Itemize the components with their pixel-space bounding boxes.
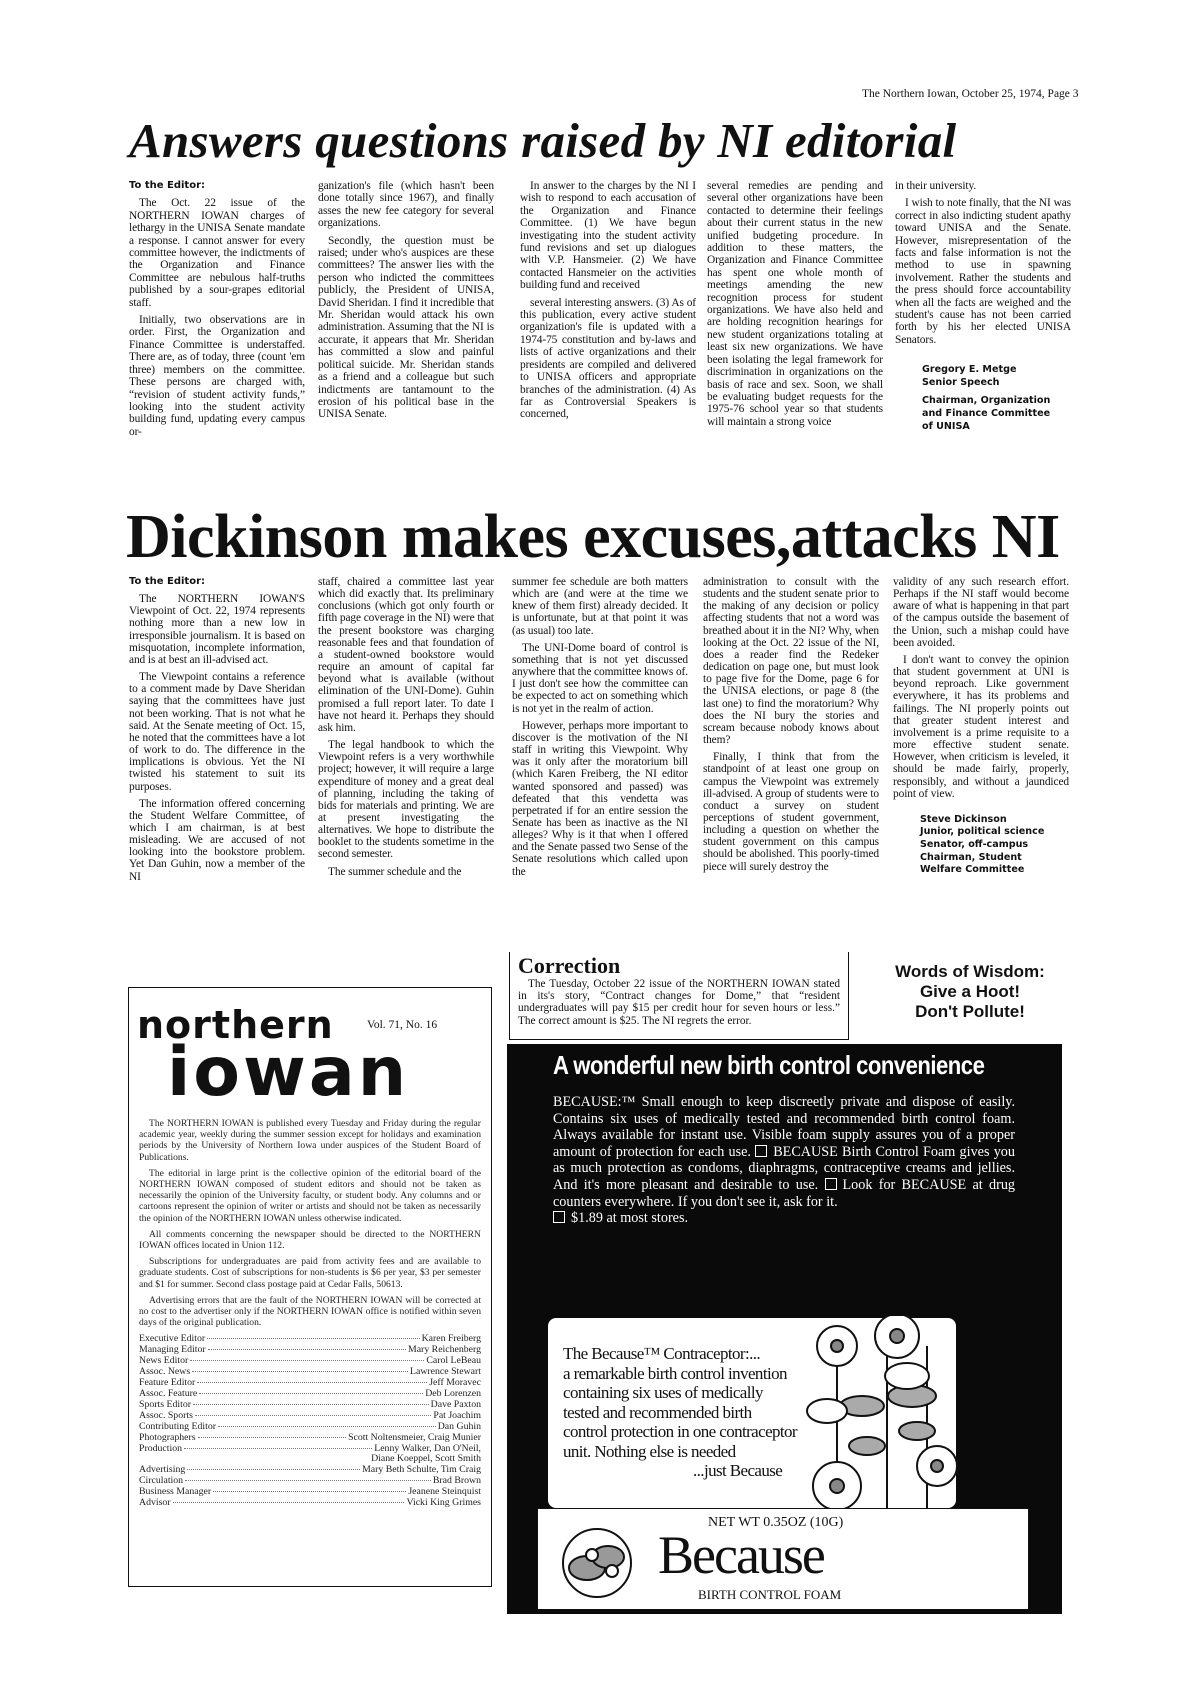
paragraph: In answer to the charges by the NI I wish to respond to each accusation of the Organization and Finance Committee. (1) We have begun investigating into the student activity fund revisions and set up dialogues with V.P. Hansmeier. (2) We have contacted Hansmeier on the activities building fund and received bbox=[520, 180, 696, 292]
page-folio: The Northern Iowan, October 25, 1974, Page 3 bbox=[862, 88, 1079, 100]
paragraph: validity of any such research effort. Perhaps if the NI staff would become aware of what is happening in that part of the campus outside the basement of the Union, such a mishap could have been avoided. bbox=[893, 576, 1069, 649]
card-line: containing six uses of medically bbox=[563, 1383, 763, 1402]
article1-column-1 bbox=[129, 180, 305, 443]
article2-column-2 bbox=[318, 576, 494, 883]
staff-role: News Editor bbox=[139, 1355, 189, 1367]
ad-copy bbox=[553, 1094, 1015, 1227]
article1-column-2 bbox=[318, 180, 494, 426]
staff-role: Photographers bbox=[139, 1431, 196, 1443]
dot-leader bbox=[190, 1360, 424, 1361]
masthead-paragraph: The NORTHERN IOWAN is published every Tuesday and Friday during the regular academic year, weekly during the summer session except for holidays and examination periods by the University of Northern Iowa under auspices of the Student Board of Publications. bbox=[139, 1118, 481, 1163]
to-the-editor-label: To the Editor: bbox=[129, 576, 206, 587]
paragraph: The NORTHERN IOWAN'S Viewpoint of Oct. 22, 1974 represents nothing more than a new low in irresponsible journalism. It is based on misquotation, incomplete information, and is at best an ill-advised act. bbox=[129, 593, 305, 666]
article2-column-4 bbox=[703, 576, 879, 878]
staff-role: Assoc. News bbox=[139, 1366, 191, 1378]
masthead-paragraph: All comments concerning the newspaper should be directed to the NORTHERN IOWAN offices located in Union 112. bbox=[139, 1228, 481, 1252]
paragraph: several remedies are pending and several other organizations have been contacted to determine their feelings about their current status in the new unified budgeting procedure. In addition to these matters, the Organization and Finance Committee has spent one whole month of meetings amending the new recognition process for student organizations. We have also held and are holding recognition hearings for new student organizations totaling at least six new organizations. We have been isolating the legal framework for discrimination in organizations on the basis of race and sex. Soon, we shall be evaluating budget requests for the 1975-76 school year so that students will maintain a strong voice bbox=[707, 180, 883, 428]
staff-row bbox=[139, 1433, 481, 1444]
staff-name: Scott Noltensmeier, Craig Munier bbox=[348, 1431, 481, 1443]
correction-title: Correction bbox=[518, 953, 621, 978]
signature-line: and Finance Committee bbox=[922, 408, 1051, 420]
to-the-editor-label: To the Editor: bbox=[129, 180, 206, 191]
signature-line: Chairman, Student bbox=[920, 851, 1022, 863]
dot-leader bbox=[199, 1393, 423, 1394]
volume-number: Vol. 71, No. 16 bbox=[367, 1019, 438, 1031]
staff-box bbox=[139, 1334, 481, 1509]
signature-line: Senior Speech bbox=[922, 376, 1000, 388]
staff-name: Carol LeBeau bbox=[426, 1355, 481, 1367]
staff-name: Dan Guhin bbox=[437, 1420, 481, 1432]
signature-line: Junior, political science bbox=[920, 826, 1045, 838]
paragraph: However, perhaps more important to discover is the motivation of the NI staff in writing this Viewpoint. Why was it only after the moratorium bill (which Karen Freiberg, the NI editor wanted sponsored and passed) was defeated that this vendetta was perpetrated if for an entire session the Senate has been as inactive as the NI alleges? Why is it that when I offered and the Senate passed two Sense of the Senate resolutions which called upon the bbox=[512, 719, 688, 878]
signature-dickinson bbox=[920, 814, 1069, 877]
paragraph: The information offered concerning the Student Welfare Committee, of which I am chairman, is at best misleading. We are accused of not looking into the bookstore problem. Yet Dan Guhin, now a member of the NI bbox=[129, 797, 305, 883]
staff-role: Managing Editor bbox=[139, 1344, 206, 1356]
paragraph: in their university. bbox=[895, 180, 977, 192]
signature-name: Gregory E. Metge bbox=[922, 364, 1017, 376]
masthead-logo-northern: northern bbox=[137, 1003, 334, 1047]
paragraph: The UNI-Dome board of control is something that is not yet discussed anywhere that the committee knows of. I just don't see how the committee can be expected to act on something which is not yet in the realm of action. bbox=[512, 641, 688, 715]
article2-column-5 bbox=[893, 576, 1069, 877]
checkbox-bullet-icon bbox=[755, 1145, 767, 1157]
staff-name: Brad Brown bbox=[432, 1475, 481, 1487]
staff-name: Deb Lorenzen bbox=[425, 1387, 481, 1399]
staff-name: Dave Paxton bbox=[430, 1398, 481, 1410]
staff-role: Executive Editor bbox=[139, 1333, 206, 1345]
staff-role: Advertising bbox=[139, 1464, 186, 1476]
staff-name: Vicki King Grimes bbox=[406, 1497, 481, 1509]
staff-role: Contributing Editor bbox=[139, 1420, 217, 1432]
headline-answers-questions: Answers questions raised by NI editorial bbox=[129, 113, 957, 168]
masthead-logo-iowan: iowan bbox=[167, 1033, 410, 1112]
article1-column-3 bbox=[520, 180, 696, 426]
masthead-text bbox=[139, 1118, 481, 1328]
checkbox-bullet-icon bbox=[553, 1211, 565, 1223]
dot-leader bbox=[213, 1491, 406, 1492]
signature-line: Senator, off-campus bbox=[920, 839, 1029, 850]
wisdom-line: Words of Wisdom: bbox=[895, 962, 1045, 981]
staff-role: Sports Editor bbox=[139, 1398, 191, 1410]
card-copy bbox=[563, 1344, 797, 1481]
paragraph: Initially, two observations are in order. First, the Organization and Finance Committee is understaffed. There are, as of today, three (count 'em three) members on the committee. These persons are charged with, “revision of student activity funds,” looking into the student activity building fund, updating every campus or- bbox=[129, 314, 305, 438]
paragraph: I don't want to convey the opinion that student government at UNI is beyond reproach. Like government everywhere, it has its problems and failings. The NI properly points out that greater student interest and involvement is a prime requisite to a more effective student senate. However, when criticism is leveled, it should be made fairly, properly, responsibly, and without a jaundiced point of view. bbox=[893, 653, 1069, 800]
paragraph: The Oct. 22 issue of the NORTHERN IOWAN charges of lethargy in the UNISA Senate mandate a response. I cannot answer for every committee however, the indictments of the Organization and Finance Committee are nebulous half-truths published by a sour-grapes editorial staff. bbox=[129, 197, 305, 309]
staff-name: Lenny Walker, Dan O'Neil, bbox=[374, 1442, 481, 1454]
staff-role: Assoc. Sports bbox=[139, 1409, 193, 1421]
card-line: control protection in one contraceptor bbox=[563, 1422, 797, 1441]
signature-name: Steve Dickinson bbox=[920, 813, 1007, 825]
ad-copy-text: Look for BECAUSE at drug counters everywhere. If you don't see it, ask for it. bbox=[553, 1176, 1016, 1210]
brand-name: Because bbox=[658, 1525, 824, 1585]
paragraph: The Viewpoint contains a reference to a comment made by Dave Sheridan saying that the committees have just not been working. That is not what he said. At the Senate meeting of Oct. 15, he noted that the committees have a lot of work to do. The difference in the implications is obvious. Yet the NI twisted his statement to suit its purposes. bbox=[129, 671, 305, 793]
ad-copy-text: BECAUSE:™ Small enough to keep discreetly private and dispose of easily. Contains six uses of medically tested and recommended birth control foam. Always available for instant use. Visible foam supply assures you of a proper amount of protection for each use. bbox=[553, 1094, 1015, 1160]
dot-leader bbox=[198, 1437, 346, 1438]
card-line: The Because™ Contraceptor:... bbox=[563, 1344, 761, 1363]
doves-logo-icon bbox=[552, 1523, 642, 1603]
paragraph: summer fee schedule are both matters which are (and were at the time we knew of them first) already decided. It is unfortunate, but at that point it was (as usual) too late. bbox=[512, 576, 688, 637]
masthead-paragraph: The editorial in large print is the collective opinion of the editorial board of the NORTHERN IOWAN composed of student editors and should not be taken as necessarily the opinion of the University faculty, or student body. Any columns and or cartoons represent the opinion of writer or artists and should not be taken as necessarily the opinion of the NORTHERN IOWAN unless otherwise indicated. bbox=[139, 1167, 481, 1224]
card-line: tested and recommended birth bbox=[563, 1402, 752, 1422]
masthead-body bbox=[139, 1118, 481, 1509]
paragraph: Finally, I think that from the standpoint of at least one group on campus the Viewpoint was extremely ill-advised. A group of students were to conduct a survey on student perceptions of student government, including a question on whether the student government on this campus should be abolished. This poorly-timed piece will surely destroy the bbox=[703, 751, 879, 873]
words-of-wisdom bbox=[880, 962, 1060, 1022]
article1-column-5 bbox=[895, 180, 1071, 433]
staff-name: Mary Beth Schulte, Tim Craig bbox=[362, 1464, 481, 1476]
staff-name: Mary Reichenberg bbox=[408, 1344, 481, 1356]
dot-leader bbox=[187, 1469, 360, 1470]
dot-leader bbox=[218, 1426, 436, 1427]
staff-name: Diane Koeppel, Scott Smith bbox=[371, 1453, 481, 1465]
dot-leader bbox=[184, 1448, 372, 1449]
signature-line: of UNISA bbox=[922, 420, 970, 432]
signature-metge bbox=[922, 364, 1071, 433]
paragraph: Secondly, the question must be raised; under who's auspices are these committees? The answer lies with the person who indicted the committees publicly, the President of UNISA, David Sheridan. I find it incredible that Mr. Sheridan would attack his own administration. Assuming that the NI is accurate, it appears that Mr. Sheridan has committed a slow and painful political suicide. Mr. Sheridan stands as a friend and a colleague but such indictments are tantamount to the erosion of his political base in the UNISA Senate. bbox=[318, 234, 494, 421]
staff-name: Pat Joachim bbox=[433, 1409, 481, 1421]
staff-name: Lawrence Stewart bbox=[410, 1366, 481, 1378]
dot-leader bbox=[185, 1480, 431, 1481]
wisdom-line: Give a Hoot! bbox=[919, 982, 1021, 1001]
signature-line: Chairman, Organization bbox=[922, 395, 1051, 407]
wisdom-line: Don't Pollute! bbox=[915, 1002, 1025, 1021]
paragraph: The legal handbook to which the Viewpoint refers is a very worthwhile project; however, it will require a large expenditure of money and a great deal of planning, including the taking of bids for materials and printing. We are at present investigating the alternatives. We hope to distribute the booklet to the students sometime in the second semester. bbox=[318, 739, 494, 861]
staff-row bbox=[139, 1465, 481, 1476]
paragraph: staff, chaired a committee last year which did exactly that. Its preliminary conclusions (which got only fourth or fifth page coverage in the NI) were that the present bookstore was charging reasonable fees and that foundation of a student-owned bookstore would require an amount of capital far beyond what is available (without elimination of the UNI-Dome). Guhin promised a full report later. To date I have not heard it. Perhaps they should ask him. bbox=[318, 576, 494, 734]
card-line: ...just Because bbox=[693, 1461, 783, 1480]
staff-role: Feature Editor bbox=[139, 1377, 196, 1389]
article1-column-4 bbox=[707, 180, 883, 433]
paragraph: The summer schedule and the bbox=[328, 865, 462, 878]
headline-dickinson: Dickinson makes excuses,attacks NI bbox=[126, 503, 1060, 571]
staff-name: Jeanene Steinquist bbox=[408, 1486, 481, 1498]
correction-text: The Tuesday, October 22 issue of the NORTHERN IOWAN stated in its's story, “Contract changes for Dome,” that “resident undergraduates will pay $15 per credit hour for seven hours or less.” The correct amount is $25. The NI regrets the error. bbox=[518, 978, 840, 1027]
masthead-paragraph: Advertising errors that are the fault of the NORTHERN IOWAN will be corrected at no cost to the advertiser only if the NORTHERN IOWAN office is notified within seven days of the original publication. bbox=[139, 1294, 481, 1329]
dot-leader bbox=[192, 1371, 408, 1372]
staff-name: Karen Freiberg bbox=[421, 1333, 481, 1345]
ad-copy-text: $1.89 at most stores. bbox=[571, 1210, 689, 1227]
because-advertisement bbox=[507, 1044, 1062, 1614]
card-line: a remarkable birth control invention bbox=[563, 1363, 787, 1383]
staff-role: Advisor bbox=[139, 1497, 171, 1509]
ad-copy-text: BECAUSE Birth Control Foam gives you as much protection as condoms, diaphragms, contraceptive creams and jellies. And it's more pleasant and desirable to use. bbox=[553, 1143, 1015, 1193]
dot-leader bbox=[197, 1382, 427, 1383]
staff-row bbox=[139, 1422, 481, 1433]
dot-leader bbox=[207, 1338, 419, 1339]
dot-leader bbox=[193, 1404, 429, 1405]
staff-role: Business Manager bbox=[139, 1486, 212, 1498]
checkbox-bullet-icon bbox=[825, 1178, 837, 1190]
paragraph: ganization's file (which hasn't been done totally since 1967), and finally asses the new fee category for several organizations. bbox=[318, 180, 494, 230]
staff-role: Production bbox=[139, 1442, 182, 1454]
staff-name: Jeff Moravec bbox=[429, 1377, 481, 1389]
article2-column-1 bbox=[129, 576, 305, 888]
staff-role: Circulation bbox=[139, 1475, 184, 1487]
dot-leader bbox=[195, 1415, 431, 1416]
masthead-box bbox=[128, 987, 492, 1587]
ad-headline: A wonderful new birth control convenience bbox=[553, 1050, 985, 1080]
product-package bbox=[537, 1508, 1029, 1610]
product-name: BIRTH CONTROL FOAM bbox=[698, 1587, 842, 1602]
signature-line: Welfare Committee bbox=[920, 864, 1025, 876]
staff-row bbox=[139, 1498, 481, 1509]
staff-role: Assoc. Feature bbox=[139, 1387, 198, 1399]
dot-leader bbox=[208, 1349, 406, 1350]
article2-column-3 bbox=[512, 576, 688, 883]
paragraph: I wish to note finally, that the NI was correct in also indicting student apathy toward UNISA and the Senate. However, misrepresentation of the facts and false information is not the method to use in spawning involvement. Rather the students and the press should force accountability when all the facts are weighed and the student's cause has not been carried forth by his her elected UNISA Senators. bbox=[895, 197, 1071, 346]
card-line: unit. Nothing else is needed bbox=[563, 1441, 736, 1461]
dot-leader bbox=[173, 1502, 405, 1503]
paragraph: several interesting answers. (3) As of this publication, every active student organization's file is updated with a 1974-75 constitution and by-laws and lists of active organizations and their presidents are compiled and delivered to UNISA officers and appropriate branches of the administration. (4) As far as Controversial Speakers is concerned, bbox=[520, 296, 696, 421]
paragraph: administration to consult with the students and the student senate prior to the making of any decision or policy affecting students that not a word was breathed about it in the NI? Why, when looking at the Oct. 22 issue of the NI, does a reader find the Redeker dedication on page one, but must look to page five for the Dome, page 6 for the UNISA elections, or page 8 (the last one) to find the moratorium? Why does the NI bury the stories and scream because nobody knows about them? bbox=[703, 576, 879, 747]
masthead-paragraph: Subscriptions for undergraduates are paid from activity fees and are available to graduate students. Cost of subscriptions for non-students is $6 per year, $3 per semester and $1 for summer. Second class postage paid at Cedar Falls, 50613. bbox=[139, 1256, 481, 1290]
net-weight: NET WT 0.35OZ (10G) bbox=[708, 1515, 844, 1530]
correction-box bbox=[509, 952, 849, 1040]
